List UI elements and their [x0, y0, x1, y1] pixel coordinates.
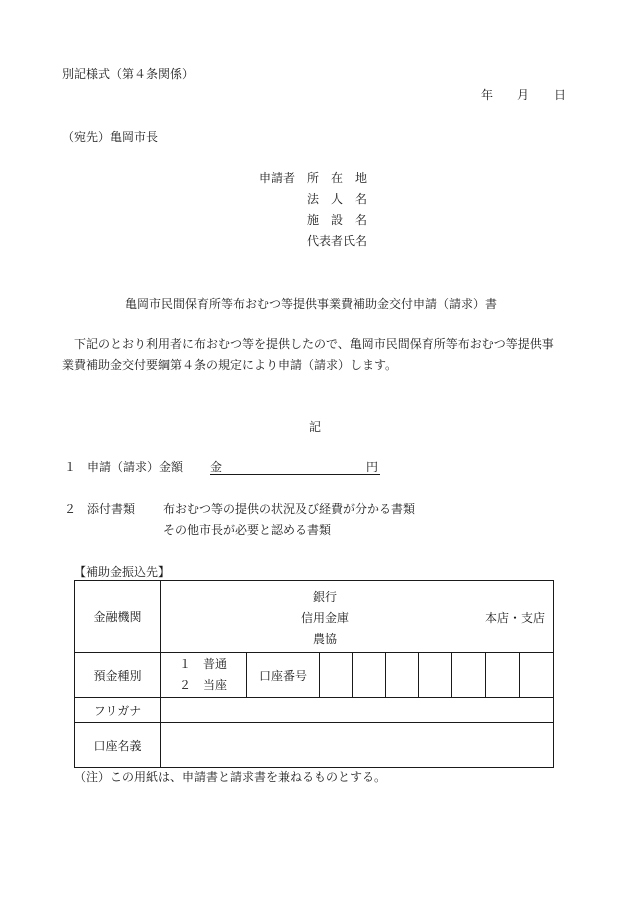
- applicant-facility-label: 施 設 名: [307, 213, 368, 227]
- account-number-label-cell: [247, 653, 320, 698]
- item1-number: １: [64, 460, 77, 474]
- date-year: 年: [481, 88, 494, 102]
- attachment-doc2: その他市長が必要と認める書類: [163, 523, 332, 537]
- furigana-input-cell[interactable]: [161, 698, 554, 723]
- account-digit-2[interactable]: [353, 653, 386, 698]
- institution-label: 金融機関: [93, 610, 142, 624]
- document-title: 亀岡市民間保育所等布おむつ等提供事業費補助金交付申請（請求）書: [125, 297, 498, 311]
- account-name-label-cell: [75, 723, 161, 768]
- applicant-address-label: 所 在 地: [307, 171, 368, 185]
- account-digit-3[interactable]: [386, 653, 419, 698]
- date-day: 日: [554, 88, 567, 102]
- attachment-doc1: 布おむつ等の提供の状況及び経費が分かる書類: [163, 502, 416, 516]
- bank-section-heading: 【補助金振込先】: [74, 565, 171, 579]
- institution-input-cell[interactable]: [161, 581, 554, 653]
- applicant-label: 申請者: [259, 171, 296, 185]
- deposit-type-options-cell[interactable]: [161, 653, 247, 698]
- institution-label-cell: [75, 581, 161, 653]
- footnote: （注）この用紙は、申請書と請求書を兼ねるものとする。: [74, 770, 387, 784]
- bank-type-credit-union: 信用金庫: [301, 611, 350, 625]
- deposit-type-label-cell: [75, 653, 161, 698]
- body-text-line1: 下記のとおり利用者に布おむつ等を提供したので、亀岡市民間保育所等布おむつ等提供事: [74, 337, 554, 351]
- ki-heading: 記: [309, 420, 322, 434]
- deposit-type-label: 預金種別: [93, 668, 142, 683]
- furigana-label-cell: [75, 698, 161, 723]
- item1-label: 申請（請求）金額: [87, 460, 184, 474]
- account-name-label: 口座名義: [93, 738, 142, 753]
- addressee: （宛先）亀岡市長: [62, 130, 159, 144]
- furigana-label: フリガナ: [93, 703, 142, 718]
- branch-label: 本店・支店: [485, 611, 546, 625]
- account-digit-5[interactable]: [452, 653, 486, 698]
- amount-field[interactable]: [210, 460, 380, 475]
- bank-type-agricultural-coop: 農協: [313, 632, 338, 646]
- deposit-option-ordinary[interactable]: １ 普通: [179, 657, 228, 671]
- applicant-representative-label: 代表者氏名: [307, 234, 368, 248]
- account-digit-6[interactable]: [486, 653, 520, 698]
- account-digit-7[interactable]: [520, 653, 554, 698]
- account-name-input-cell[interactable]: [161, 723, 554, 768]
- bank-table: [74, 580, 554, 768]
- item2-label: 添付書類: [87, 502, 136, 516]
- account-digit-4[interactable]: [419, 653, 452, 698]
- amount-prefix: 金: [210, 460, 223, 474]
- amount-suffix: 円: [365, 460, 378, 474]
- date-month: 月: [517, 88, 530, 102]
- form-number: 別記様式（第４条関係）: [62, 67, 195, 81]
- body-text-line2: 業費補助金交付要綱第４条の規定により申請（請求）します。: [62, 358, 398, 372]
- bank-type-bank: 銀行: [313, 590, 338, 604]
- item2-number: ２: [64, 502, 77, 516]
- account-digit-1[interactable]: [320, 653, 353, 698]
- applicant-corporation-label: 法 人 名: [307, 192, 368, 206]
- deposit-option-checking[interactable]: ２ 当座: [179, 678, 228, 692]
- account-number-label: 口座番号: [258, 668, 307, 683]
